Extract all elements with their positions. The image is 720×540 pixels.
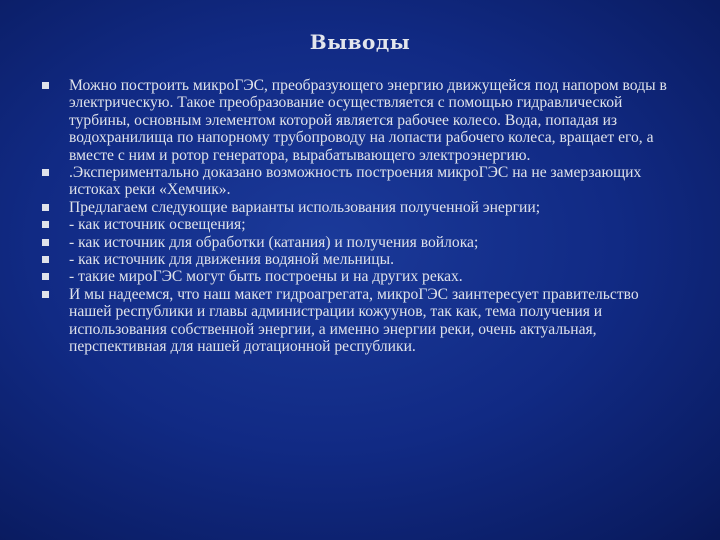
square-bullet-icon (42, 204, 49, 211)
bullet-text: Можно построить микроГЭС, преобразующего энергию движущейся под напором воды в электрическую. Такое преобразование осуществляется с помощью гидравлической турбины, основным элементом которой является рабочее колесо. Вода, попадая из водохранилища по напорному трубопроводу на лопасти рабочего колеса, вращает его, а вместе с ним и ротор генератора, вырабатывающего электроэнергию. (69, 77, 667, 164)
square-bullet-icon (42, 256, 49, 263)
bullet-text: - как источник для обработки (катания) и получения войлока; (69, 233, 479, 251)
slide-title: Выводы (309, 30, 411, 54)
bullet-item (42, 77, 682, 164)
bullet-text: .Экспериментально доказано возможность построения микроГЭС на не замерзающих истоках реки «Хемчик». (69, 164, 642, 199)
bullet-text: Предлагаем следующие варианты использования полученной энергии; (69, 198, 541, 216)
square-bullet-icon (42, 239, 49, 246)
bullet-list (42, 77, 682, 356)
bullet-text: - как источник освещения; (69, 216, 246, 234)
square-bullet-icon (42, 291, 49, 298)
bullet-item (42, 268, 682, 285)
bullet-item (42, 216, 682, 233)
square-bullet-icon (42, 169, 49, 176)
bullet-text: И мы надеемся, что наш макет гидроагрегата, микроГЭС заинтересует правительство нашей республики и главы администрации кожуунов, так как, тема получения и использования собственной энергии, а именно энергии реки, очень актуальная, перспективная для нашей дотационной республики. (69, 285, 639, 356)
square-bullet-icon (42, 221, 49, 228)
bullet-item (42, 251, 682, 268)
square-bullet-icon (42, 273, 49, 280)
bullet-item (42, 199, 682, 216)
bullet-item (42, 164, 682, 199)
square-bullet-icon (42, 82, 49, 89)
bullet-text: - такие мироГЭС могут быть построены и на других реках. (69, 268, 463, 286)
bullet-item (42, 234, 682, 251)
bullet-text: - как источник для движения водяной мельницы. (69, 251, 394, 269)
bullet-item (42, 286, 682, 356)
